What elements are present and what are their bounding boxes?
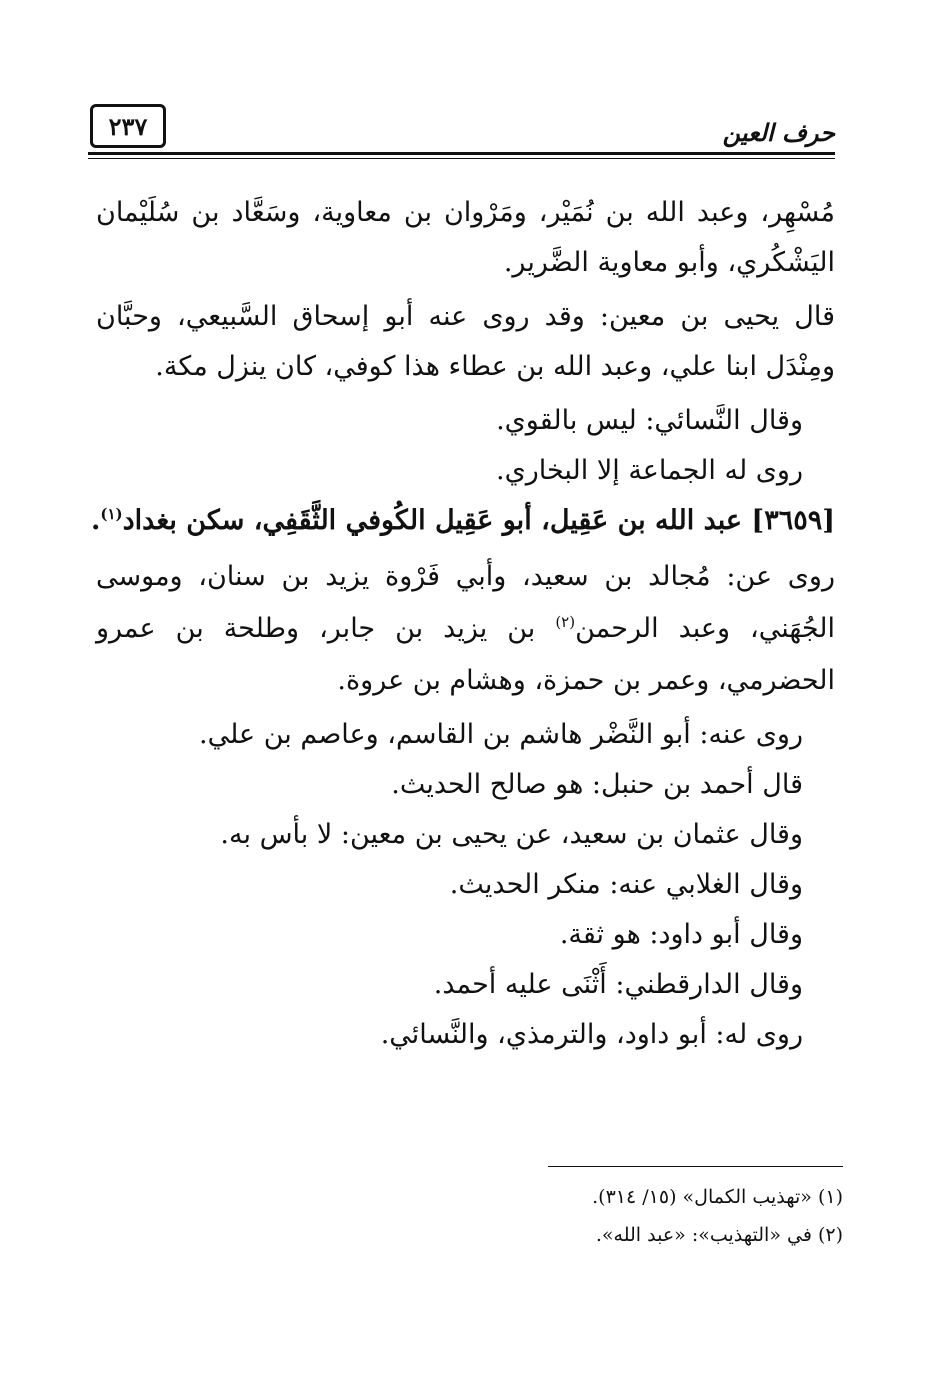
text-line: روى عن: مُجالد بن سعيد، وأبي فَرْوة يزيد بن سنان، وموسى — [96, 561, 835, 592]
text-segment: الجُهَني، وعبد الرحمن — [575, 613, 835, 644]
text-line: قال يحيى بن معين: وقد روى عنه أبو إسحاق السَّبيعي، وحبَّان — [96, 301, 835, 332]
entry-heading-end: . — [90, 505, 101, 536]
footnote: (٢) في «التهذيب»: «عبد الله». — [595, 1224, 843, 1246]
text-line — [96, 604, 835, 654]
header-rule-thin — [88, 158, 835, 159]
text-line: الحضرمي، وعمر بن حمزة، وهشام بن عروة. — [337, 665, 835, 696]
text-segment: بن يزيد بن جابر، وطلحة بن عمرو — [96, 613, 556, 644]
entry-heading — [91, 496, 835, 546]
text-line: وقال الغلابي عنه: منكر الحديث. — [449, 869, 803, 900]
text-line: روى عنه: أبو النَّضْر هاشم بن القاسم، وعاصم بن علي. — [199, 719, 803, 750]
text-line: وقال عثمان بن سعيد، عن يحيى بن معين: لا بأس به. — [220, 819, 803, 850]
footnote-separator — [548, 1166, 843, 1167]
header-rule-thick — [88, 152, 835, 155]
text-line: اليَشْكُري، وأبو معاوية الضَّرير. — [503, 247, 835, 278]
running-header-title: حرف العين — [722, 118, 835, 147]
text-line: ومِنْدَل ابنا علي، وعبد الله بن عطاء هذا كوفي، كان ينزل مكة. — [155, 351, 835, 382]
page-number-box — [90, 104, 166, 148]
text-line: وقال أبو داود: هو ثقة. — [559, 919, 803, 950]
page-number: ٢٣٧ — [108, 111, 148, 141]
text-line: روى له الجماعة إلا البخاري. — [495, 455, 803, 486]
text-line: روى له: أبو داود، والترمذي، والنَّسائي. — [380, 1019, 803, 1050]
footnote-ref: (١) — [100, 505, 123, 523]
text-line: وقال النَّسائي: ليس بالقوي. — [496, 405, 803, 436]
entry-heading-text: [٣٦٥٩] عبد الله بن عَقِيل، أبو عَقِيل الكُوفي الثَّقَفِي، سكن بغداد — [122, 505, 835, 536]
footnote: (١) «تهذيب الكمال» (١٥/ ٣١٤). — [592, 1186, 843, 1208]
footnote-ref: (٢) — [555, 613, 576, 631]
text-line: قال أحمد بن حنبل: هو صالح الحديث. — [391, 769, 803, 800]
text-line: مُسْهِر، وعبد الله بن نُمَيْر، ومَرْوان بن معاوية، وسَعَّاد بن سُلَيْمان — [96, 197, 835, 228]
text-line: وقال الدارقطني: أَثْنَى عليه أحمد. — [433, 969, 803, 1000]
